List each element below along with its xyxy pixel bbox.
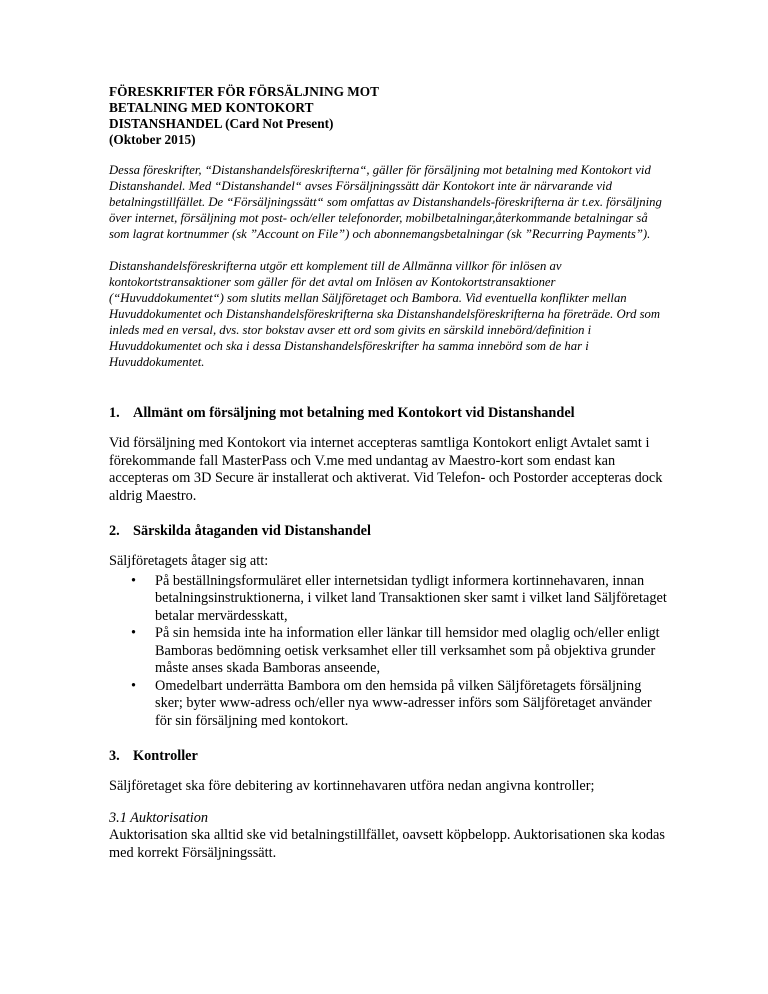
section-1 — [109, 404, 669, 505]
title-line: (Oktober 2015) — [109, 132, 196, 147]
section-title: Allmänt om försäljning mot betalning med Kontokort vid Distanshandel — [133, 405, 575, 421]
section-heading — [109, 747, 669, 765]
title-line: DISTANSHANDEL (Card Not Present) — [109, 116, 334, 131]
bullet-icon: • — [131, 572, 137, 589]
list-item-text: Omedelbart underrätta Bambora om den hemsida på vilken Säljföretagets försäljning sker; byter www-adress och/eller nya www-adresser införs som Säljföretaget använder för sin försäljning med kontokort. — [155, 677, 652, 729]
section-title: Särskilda åtaganden vid Distanshandel — [133, 523, 371, 539]
intro-paragraph: Dessa föreskrifter, “Distanshandelsföreskrifterna“, gäller för försäljning mot betalning med Kontokort vid Distanshandel. Med “Distanshandel“ avses Försäljningssätt där Kontokort inte är närvarande vid betalningstillfället. De “Försäljningssätt“ som omfattas av Distanshandels-föreskrifterna är t.ex. försäljning över internet, försäljning mot post- och/eller telefonorder, mobilbetalningar,återkommande betalningar så som lagrat kortnummer (sk ”Account on File”) och abonnemangsbetalningar (sk ”Recurring Payments”). — [109, 163, 662, 241]
section-number: 3. — [109, 748, 120, 764]
document-content — [109, 84, 669, 862]
title-line: BETALNING MED KONTOKORT — [109, 100, 314, 115]
bullet-icon: • — [131, 677, 137, 694]
list-item — [109, 678, 669, 731]
section-heading — [109, 522, 669, 540]
section-body: Vid försäljning med Kontokort via internet accepteras samtliga Kontokort enligt Avtalet samt i förekommande fall MasterPass och V.me med undantag av Maestro-kort som endast kan accepteras om 3D Secure är installerat och aktiverat. Vid Telefon- och Postorder accepteras dock aldrig Maestro. — [109, 435, 663, 504]
list-item-text: På beställningsformuläret eller internetsidan tydligt informera kortinnehavaren, innan betalningsinstruktionerna, i vilket land Transaktionen sker samt i vilket land Säljföretaget betalar mervärdesskatt, — [155, 572, 667, 624]
list-item — [109, 573, 669, 626]
section-title: Kontroller — [133, 748, 198, 764]
obligations-list — [109, 573, 669, 731]
list-item — [109, 625, 669, 678]
section-heading — [109, 404, 669, 422]
list-item-text: På sin hemsida inte ha information eller länkar till hemsidor med olaglig och/eller enligt Bamboras bedömning oetisk verksamhet eller till verksamhet som på objektiva grunder måste anses skada Bamboras anseende, — [155, 625, 660, 676]
section-number: 1. — [109, 405, 120, 421]
section-body: Säljföretaget ska före debitering av kortinnehavaren utföra nedan angivna kontroller; — [109, 778, 595, 794]
intro-paragraph: Distanshandelsföreskrifterna utgör ett komplement till de Allmänna villkor för inlösen av kontokortstransaktioner som gäller för det avtal om Inlösen av Kontokortstransaktioner (“Huvuddokumentet“) som slutits mellan Säljföretaget och Bambora. Vid eventuella konflikter mellan Huvuddokumentet och Distanshandelsföreskrifterna ska Distanshandelsföreskrifterna ha företräde. Ord som inleds med en versal, dvs. stor bokstav avser ett ord som givits en särskild innebörd/definition i Huvuddokumentet och ska i dessa Distanshandelsföreskrifter ha samma innebörd som de har i Huvuddokumentet. — [109, 259, 661, 369]
subsection-heading: 3.1 Auktorisation — [109, 809, 209, 826]
subsection-body: Auktorisation ska alltid ske vid betalningstillfället, oavsett köpbelopp. Auktorisationen ska kodas med korrekt Försäljningssätt. — [109, 827, 665, 861]
section-3 — [109, 747, 669, 862]
section-number: 2. — [109, 523, 120, 539]
document-title — [109, 84, 669, 148]
section-2 — [109, 522, 669, 730]
bullet-icon: • — [131, 625, 137, 641]
title-line: FÖRESKRIFTER FÖR FÖRSÄLJNING MOT — [109, 84, 380, 99]
section-intro: Säljföretagets åtager sig att: — [109, 553, 269, 569]
